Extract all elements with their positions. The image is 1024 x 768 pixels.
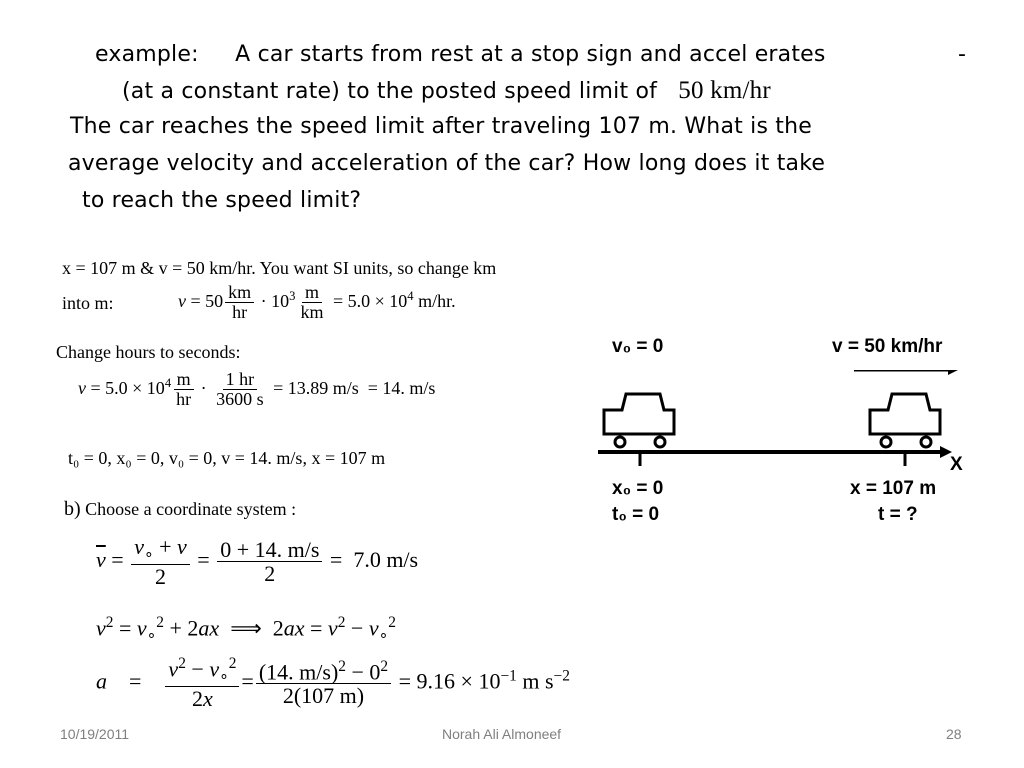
x0-label: x₀ = 0 [612,478,664,499]
car-start-icon [604,394,674,447]
t0-label: t₀ = 0 [612,504,660,525]
problem-text-1: A car starts from rest at a stop sign and accel erates [235,42,826,67]
velocity-arrow [854,370,958,375]
part-b-label: b) [64,498,81,520]
into-m-label: into m: [62,293,114,313]
x-final-label: x = 107 m [850,478,937,499]
avg-velocity-equation: $\overline{v}$ = $\frac{v_\circ + v}{2}$ = $\frac{0 + 14. m/s}{2}$ = 7.0 m/s [96,534,419,589]
change-hours-label: Change hours to seconds: [56,342,241,362]
t-final-label: t = ? [878,504,918,525]
initial-velocity-label: v₀ = 0 [612,336,664,357]
page-number: 28 [946,726,962,742]
speed-limit: 50 km/hr [678,77,771,104]
hr-to-s-equation: $v = 5.0 \times 10^4$ $\frac{m}{hr}$ · $\frac{1 hr}{3600 s}$ = 13.89 m/s = 14. m/s [78,369,436,409]
velocity-squared-equation: $v^2 = v_\circ^2 + 2ax$ ⟹ $2ax = v^2 - v_\circ^2$ [96,614,396,645]
problem-line-5: to reach the speed limit? [82,188,362,213]
problem-dash: - [958,42,967,67]
choose-text: Choose a coordinate system : [85,499,297,519]
example-label: example: [95,42,199,67]
footer-date: 10/19/2011 [60,726,130,742]
final-velocity-label: v = 50 km/hr [832,336,943,357]
acceleration-equation: a = $\frac{v^2 - v_\circ^2}{2x}$ = $\frac{(14. m/s)^2 - 0^2}{2(107 m)}$ = $9.16 \times 10^{-1}$ m $s^{-2}$ [96,655,570,711]
km-to-m-equation: v = 50 $\frac{km}{hr}$ · $10^3$ $\frac{m}{km}$ = $5.0 \times 10^4$ m/hr. [178,282,456,322]
axis-x-label: X [950,454,963,475]
motion-diagram [590,370,990,470]
problem-line-3: The car reaches the speed limit after traveling 107 m. What is the [70,114,813,139]
initial-conditions: t₀ = 0, x₀ = 0, v₀ = 0, v = 14. m/s, x = 107 m [68,448,386,468]
problem-line-1 [95,42,826,67]
footer-author: Norah Ali Almoneef [442,726,562,742]
solution-line-1: x = 107 m & v = 50 km/hr. You want SI units, so change km [62,258,497,278]
problem-line-4: average velocity and acceleration of the car? How long does it take [68,151,826,176]
problem-text-2: (at a constant rate) to the posted speed limit of [122,79,658,104]
problem-line-2 [122,77,771,105]
x-axis [598,446,952,466]
choose-coordinate [64,498,296,521]
car-end-icon [870,394,940,447]
